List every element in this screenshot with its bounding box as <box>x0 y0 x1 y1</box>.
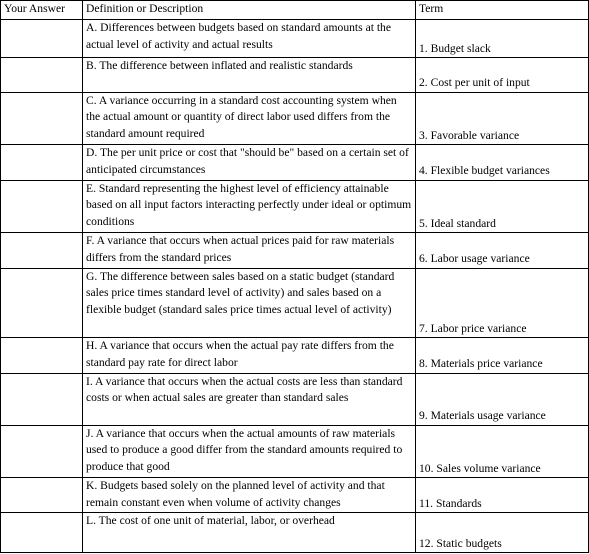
definition-cell: B. The difference between inflated and realistic standards <box>83 58 416 92</box>
definition-cell: H. A variance that occurs when the actual pay rate differs from the standard pay rate for direct labor <box>83 338 416 373</box>
term-cell: 1. Budget slack <box>416 20 589 58</box>
term-cell: 12. Static budgets <box>416 513 589 553</box>
definition-cell: A. Differences between budgets based on standard amounts at the actual level of activity and actual results <box>83 20 416 58</box>
table-row <box>1 478 589 513</box>
table-row <box>1 338 589 373</box>
table-row <box>1 268 589 338</box>
definition-cell: D. The per unit price or cost that "should be" based on a certain set of anticipated circumstances <box>83 145 416 180</box>
term-cell: 5. Ideal standard <box>416 180 589 233</box>
definition-cell: J. A variance that occurs when the actual amounts of raw materials used to produce a good differ from the standard amounts required to produce that good <box>83 425 416 478</box>
header-definition: Definition or Description <box>83 1 416 20</box>
answer-cell[interactable] <box>1 20 83 58</box>
definition-cell: G. The difference between sales based on a static budget (standard sales price times standard level of activity) and sales based on a flexible budget (standard sales price times actual level of activity) <box>83 268 416 338</box>
answer-cell[interactable] <box>1 145 83 180</box>
header-row <box>1 1 589 20</box>
term-cell: 7. Labor price variance <box>416 268 589 338</box>
term-cell: 9. Materials usage variance <box>416 373 589 425</box>
table-row <box>1 20 589 58</box>
table-row <box>1 373 589 425</box>
definition-cell: C. A variance occurring in a standard cost accounting system when the actual amount or quantity of direct labor used differs from the standard amount required <box>83 92 416 145</box>
table-row <box>1 180 589 233</box>
table-row <box>1 233 589 268</box>
term-cell: 2. Cost per unit of input <box>416 58 589 92</box>
definition-cell: E. Standard representing the highest level of efficiency attainable based on all input factors interacting perfectly under ideal or optimum conditions <box>83 180 416 233</box>
term-cell: 4. Flexible budget variances <box>416 145 589 180</box>
answer-cell[interactable] <box>1 373 83 425</box>
answer-cell[interactable] <box>1 478 83 513</box>
answer-cell[interactable] <box>1 92 83 145</box>
table-row <box>1 513 589 553</box>
answer-cell[interactable] <box>1 233 83 268</box>
definition-cell: L. The cost of one unit of material, labor, or overhead <box>83 513 416 553</box>
table-row <box>1 92 589 145</box>
table-body <box>1 20 589 553</box>
answer-cell[interactable] <box>1 180 83 233</box>
term-cell: 6. Labor usage variance <box>416 233 589 268</box>
term-cell: 10. Sales volume variance <box>416 425 589 478</box>
answer-cell[interactable] <box>1 425 83 478</box>
table-row <box>1 58 589 92</box>
definition-cell: K. Budgets based solely on the planned level of activity and that remain constant even when volume of activity changes <box>83 478 416 513</box>
term-cell: 3. Favorable variance <box>416 92 589 145</box>
definition-cell: F. A variance that occurs when actual prices paid for raw materials differs from the standard prices <box>83 233 416 268</box>
table-row <box>1 425 589 478</box>
table-row <box>1 145 589 180</box>
term-cell: 11. Standards <box>416 478 589 513</box>
term-cell: 8. Materials price variance <box>416 338 589 373</box>
definition-cell: I. A variance that occurs when the actual costs are less than standard costs or when actual sales are greater than standard sales <box>83 373 416 425</box>
header-your-answer: Your Answer <box>1 1 83 20</box>
answer-cell[interactable] <box>1 58 83 92</box>
answer-cell[interactable] <box>1 268 83 338</box>
header-term: Term <box>416 1 589 20</box>
answer-cell[interactable] <box>1 513 83 553</box>
answer-cell[interactable] <box>1 338 83 373</box>
